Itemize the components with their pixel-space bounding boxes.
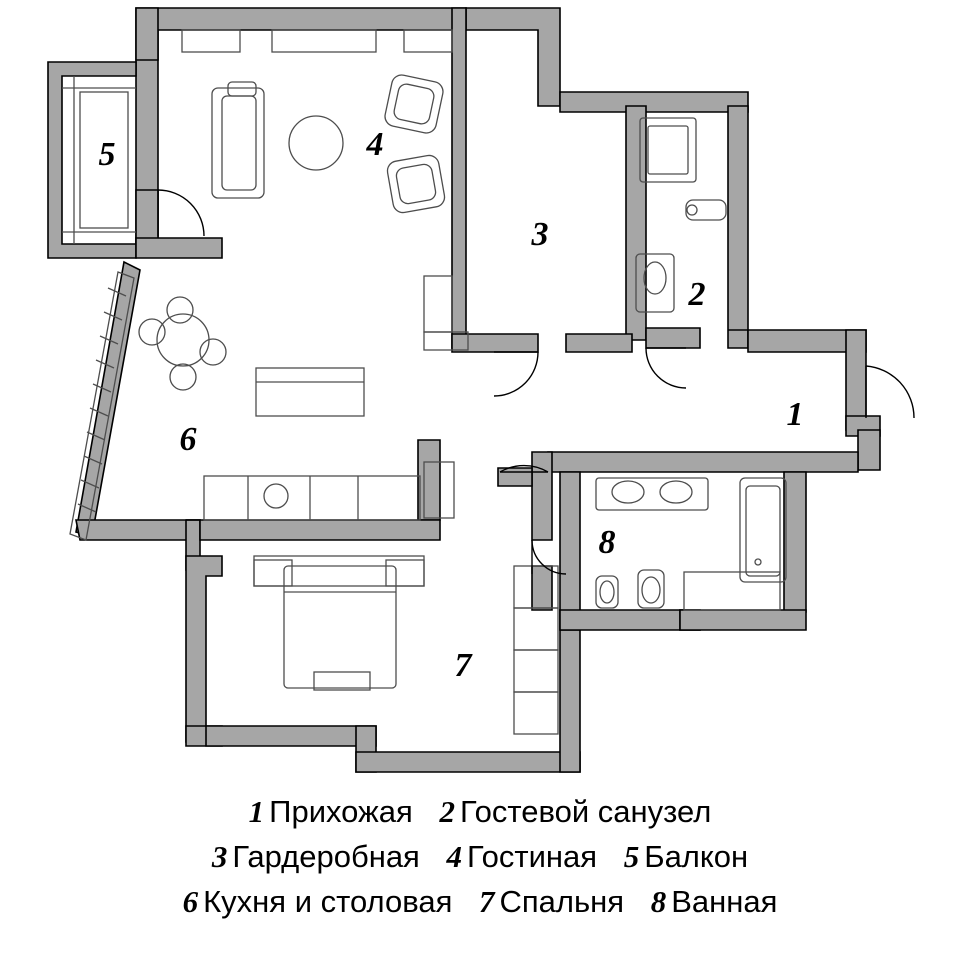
window-sill: [272, 30, 376, 52]
legend-entry-6: [183, 880, 453, 925]
legend-entry-7: [479, 880, 624, 925]
bed-bench: [314, 672, 370, 690]
legend-line-3: [0, 880, 960, 925]
bath-cabinet: [684, 572, 780, 610]
washbasin: [660, 481, 692, 503]
room-number-2: 2: [688, 276, 706, 313]
legend-label: Ванная: [671, 883, 778, 919]
door-guest-bath: [646, 348, 686, 388]
legend-label: Гостевой санузел: [459, 794, 712, 829]
legend-entry-8: [651, 880, 778, 925]
window-sill: [404, 30, 452, 52]
legend: [0, 790, 960, 960]
legend-line-2: [0, 835, 960, 880]
legend-label: Спальня: [499, 883, 625, 919]
legend-number: 2: [439, 794, 455, 829]
legend-entry-3: [212, 835, 420, 880]
door-wardrobe: [494, 352, 538, 396]
chair: [170, 364, 196, 390]
chair: [167, 297, 193, 323]
bathtub: [740, 478, 786, 582]
legend-number: 7: [479, 883, 495, 919]
washbasin: [612, 481, 644, 503]
wardrobe-unit: [424, 276, 452, 332]
legend-label: Прихожая: [269, 794, 413, 829]
legend-entry-2: [439, 790, 711, 835]
room-number-3: 3: [531, 216, 549, 253]
kitchen-island: [256, 368, 364, 416]
legend-number: 8: [650, 883, 667, 919]
legend-number: 6: [182, 883, 199, 919]
legend-entry-1: [249, 790, 413, 835]
chair: [200, 339, 226, 365]
legend-number: 1: [248, 794, 265, 829]
armchair: [386, 154, 446, 214]
sink-bowl: [264, 484, 288, 508]
legend-number: 5: [623, 838, 640, 874]
legend-label: Балкон: [644, 838, 749, 874]
legend-line-1: [0, 790, 960, 835]
legend-label: Кухня и столовая: [203, 883, 453, 919]
bed: [284, 566, 396, 688]
door-balcony: [158, 190, 204, 236]
window-sill: [182, 30, 240, 52]
room-number-1: 1: [786, 396, 804, 433]
room-number-5: 5: [98, 136, 116, 173]
chair: [139, 319, 165, 345]
kitchen-counter: [204, 476, 420, 520]
door-entrance: [866, 366, 914, 418]
legend-entry-4: [446, 835, 597, 880]
legend-number: 3: [211, 838, 228, 874]
legend-label: Гостиная: [466, 838, 598, 874]
legend-label: Гардеробная: [232, 838, 420, 874]
room-number-8: 8: [598, 524, 616, 561]
legend-number: 4: [446, 838, 462, 874]
room-number-4: 4: [366, 126, 384, 163]
sink: [686, 200, 726, 220]
armchair: [383, 73, 445, 135]
room-number-6: 6: [179, 421, 197, 458]
legend-entry-5: [624, 835, 748, 880]
room-number-7: 7: [454, 647, 472, 684]
coffee-table: [289, 116, 343, 170]
